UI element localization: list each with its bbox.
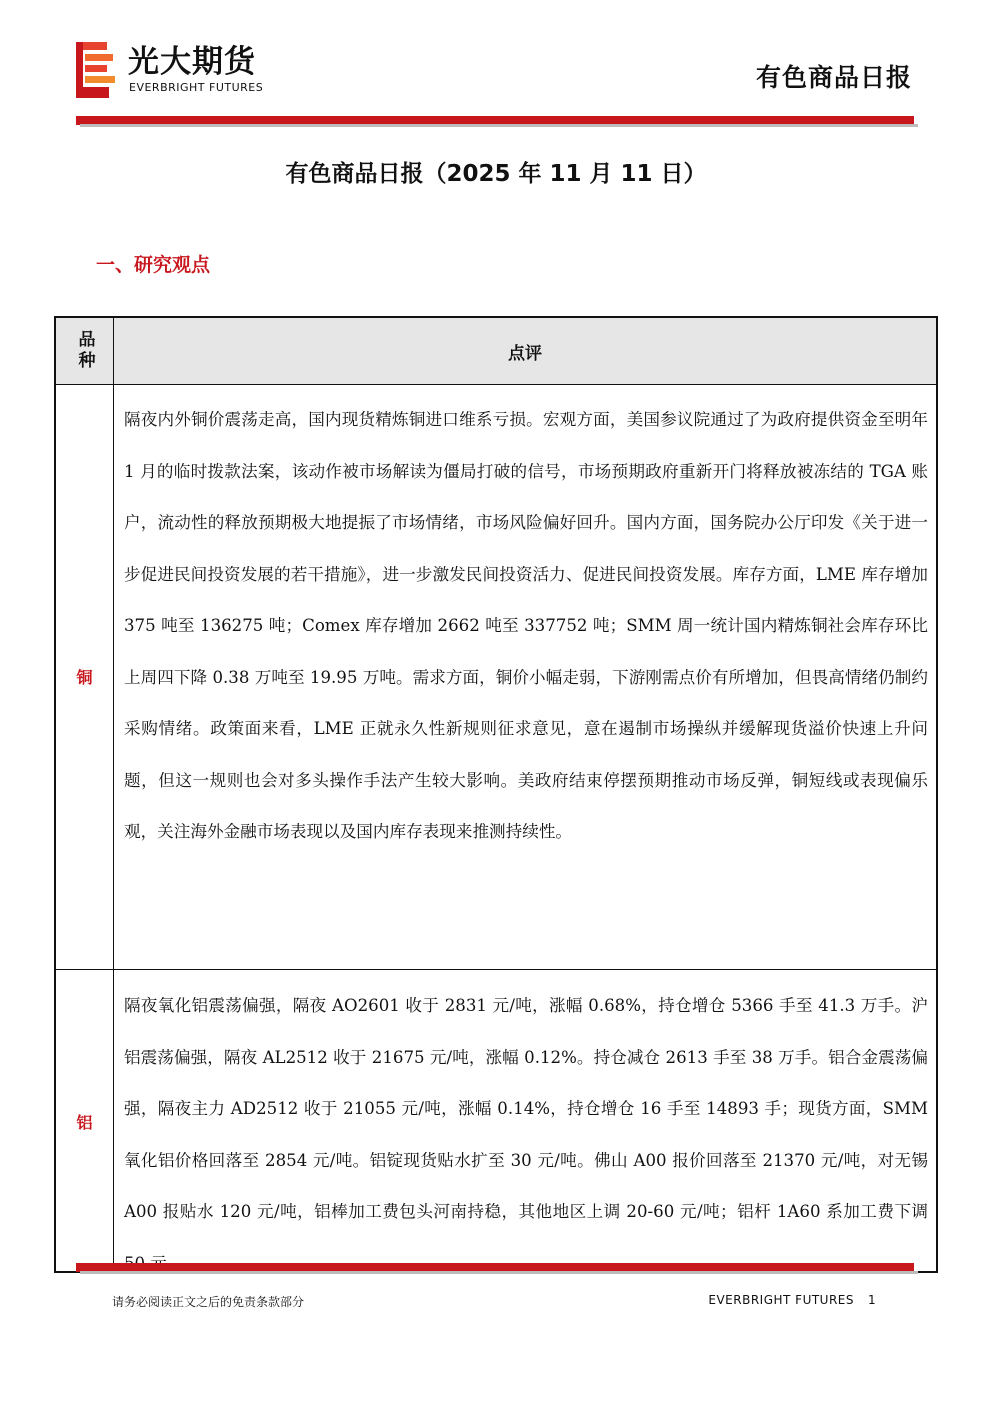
- table-header: [56, 318, 936, 385]
- table-row: [56, 970, 936, 1273]
- disclaimer-text: 请务必阅读正文之后的免责条款部分: [112, 1295, 305, 1309]
- variety-cell: 铝: [56, 970, 114, 1273]
- brand-name-en: EVERBRIGHT FUTURES: [129, 81, 264, 94]
- footer-divider-shadow: [80, 1271, 918, 1274]
- research-table: [54, 316, 938, 1273]
- header-variety-label: 品种: [74, 330, 95, 372]
- header-divider-shadow: [80, 124, 918, 127]
- footer-brand: EVERBRIGHT FUTURES: [708, 1293, 854, 1307]
- variety-cell: 铜: [56, 384, 114, 969]
- page-number: 1: [868, 1293, 876, 1307]
- table-row: [56, 384, 936, 970]
- section-title: 一、研究观点: [96, 254, 211, 276]
- comment-cell: 隔夜氧化铝震荡偏强，隔夜 AO2601 收于 2831 元/吨，涨幅 0.68%，持仓增仓 5366 手至 41.3 万手。沪铝震荡偏强，隔夜 AL2512 收于 21675 元/吨，涨幅 0.12%。持仓减仓 2613 手至 38 万手。铝合金震荡偏强，隔夜主力 AD2512 收于 21055 元/吨，涨幅 0.14%，持仓增仓 16 手至 14893 手；现货方面，SMM 氧化铝价格回落至 2854 元/吨。铝锭现货贴水扩至 30 元/吨。佛山 A00 报价回落至 21370 元/吨，对无锡 A00 报贴水 120 元/吨，铝棒加工费包头河南持稳，其他地区上调 20-60 元/吨；铝杆 1A60 系加工费下调: [124, 996, 928, 1221]
- header-comment: 点评: [508, 343, 542, 364]
- brand-name-cn: 光大期货: [128, 44, 256, 80]
- document-title: 有色商品日报（2025 年 11 月 11 日）: [285, 161, 707, 187]
- header-variety: [56, 318, 114, 384]
- report-name: 有色商品日报: [755, 63, 912, 92]
- everbright-logo-icon: [76, 42, 116, 98]
- comment-cell: 隔夜内外铜价震荡走高，国内现货精炼铜进口维系亏损。宏观方面，美国参议院通过了为政府提供资金至明年 1 月的临时拨款法案，该动作被市场解读为僵局打破的信号，市场预期政府重新开门将释放被冻结的 TGA 账户，流动性的释放预期极大地提振了市场情绪，市场风险偏好回升。国内方面，国务院办公厅印发《关于进一步促进民间投资发展的若干措施》，进一步激发民间投资活力、促进民间投资发展。库存方面，LME 库存增加 375 吨至 136275 吨；Comex 库存增加 2662 吨至 337752 吨；SMM 周一统计国内精炼铜社会库存环比上周四下降 0.38 万吨至 19.95 万吨。需求方面，铜价小幅走弱，下游刚需点价有所增加，但畏高情绪仍制约采购情绪。政策面来看，LME 正就永久性新规则征求意见，意在遏制市场操纵并缓解现货溢价快速上升问题，但这一规则也会对多头操作手法产生较大影响。美政府结束停摆预期推动市场反弹，铜短线或表现偏乐观，关注海外金融市场表现以及国内库存表现来推测持续性。: [124, 410, 928, 841]
